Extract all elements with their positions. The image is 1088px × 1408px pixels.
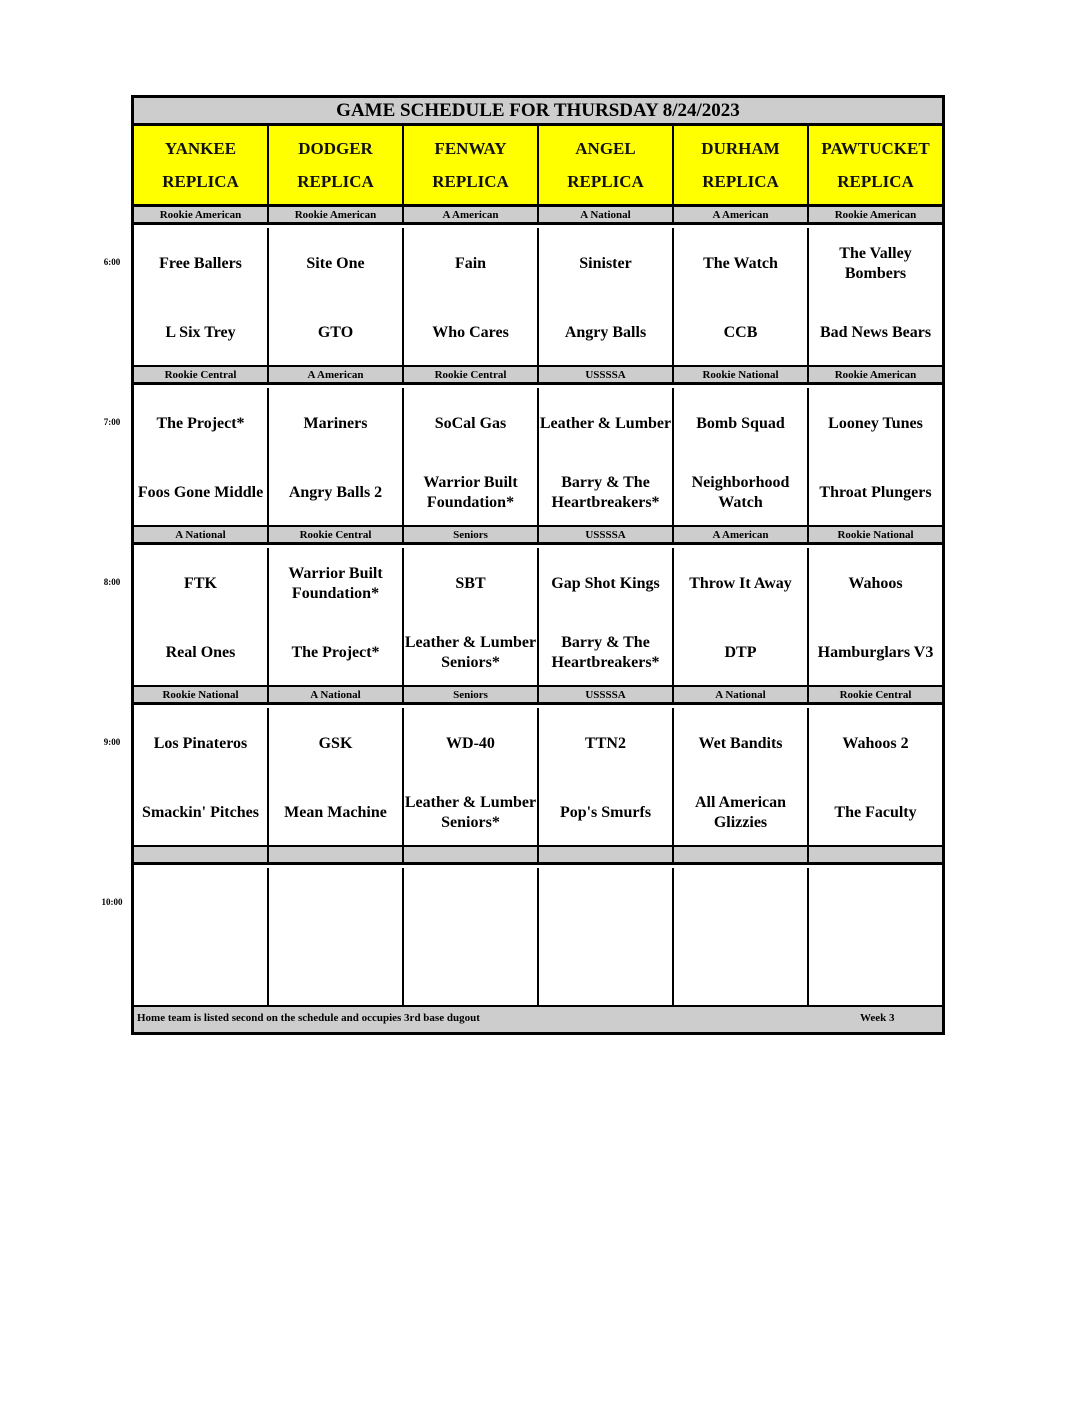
home-team: DTP <box>724 644 757 661</box>
division-label <box>269 847 404 865</box>
away-team: Wet Bandits <box>698 735 783 752</box>
division-label: Rookie Central <box>269 527 404 545</box>
home-team: Barry & The Heartbreakers* <box>551 634 660 671</box>
time-label: 7:00 <box>103 417 121 427</box>
field-name: DURHAM <box>701 138 780 158</box>
game-cell <box>809 708 942 848</box>
field-header <box>809 126 942 207</box>
game-cell <box>809 868 942 1008</box>
home-team: Angry Balls 2 <box>288 484 383 501</box>
game-cell <box>404 868 539 1008</box>
game-cell <box>134 388 269 528</box>
field-header <box>269 126 404 207</box>
field-header <box>404 126 539 207</box>
division-label: A American <box>269 367 404 385</box>
game-cell <box>539 708 674 848</box>
game-cell <box>674 228 809 368</box>
field-name: FENWAY <box>434 138 507 158</box>
home-team: Real Ones <box>165 644 236 661</box>
away-team: WD-40 <box>446 735 495 752</box>
division-label: A National <box>539 207 674 225</box>
division-label <box>539 847 674 865</box>
home-team: Foos Gone Middle <box>137 484 264 501</box>
field-header <box>539 126 674 207</box>
division-label: USSSSA <box>539 367 674 385</box>
division-label: USSSSA <box>539 527 674 545</box>
home-team: Who Cares <box>432 324 509 341</box>
game-cell <box>809 388 942 528</box>
field-sub: REPLICA <box>297 171 374 191</box>
home-team: Bad News Bears <box>819 324 932 341</box>
away-team: Site One <box>306 255 365 272</box>
time-label: 9:00 <box>103 737 121 747</box>
game-cell <box>134 868 269 1008</box>
home-team: The Project* <box>291 644 380 661</box>
home-team: Barry & The Heartbreakers* <box>551 474 660 511</box>
away-team: TTN2 <box>585 735 626 752</box>
away-team: Looney Tunes <box>828 415 923 432</box>
division-label: Rookie National <box>809 527 942 545</box>
game-cell <box>269 708 404 848</box>
time-label: 8:00 <box>103 577 121 587</box>
away-team: Gap Shot Kings <box>551 575 660 592</box>
home-team: GTO <box>317 324 354 341</box>
division-label: Seniors <box>404 687 539 705</box>
away-team: Bomb Squad <box>696 415 785 432</box>
home-team: CCB <box>723 324 758 341</box>
away-team: Mariners <box>303 415 368 432</box>
division-label: Rookie National <box>674 367 809 385</box>
division-label <box>404 847 539 865</box>
division-label: A National <box>269 687 404 705</box>
away-team: GSK <box>318 735 353 752</box>
game-cell <box>269 868 404 1008</box>
home-team: Leather & Lumber Seniors* <box>404 634 537 671</box>
away-team: Leather & Lumber <box>539 415 672 432</box>
game-cell <box>809 228 942 368</box>
field-sub: REPLICA <box>162 171 239 191</box>
away-team: Throw It Away <box>689 575 792 592</box>
field-name: PAWTUCKET <box>821 138 930 158</box>
game-cell <box>404 388 539 528</box>
away-team: Los Pinateros <box>153 735 248 752</box>
division-label: A American <box>674 527 809 545</box>
division-label: A American <box>674 207 809 225</box>
game-cell <box>269 548 404 688</box>
game-cell <box>674 548 809 688</box>
away-team: The Watch <box>703 255 778 272</box>
away-team: Wahoos <box>848 575 903 592</box>
field-name: DODGER <box>298 138 373 158</box>
division-label: USSSSA <box>539 687 674 705</box>
home-team: Pop's Smurfs <box>559 804 652 821</box>
away-team: SoCal Gas <box>434 415 507 432</box>
game-cell <box>539 548 674 688</box>
division-label: Rookie American <box>809 367 942 385</box>
home-team: Mean Machine <box>284 804 387 821</box>
away-team: Free Ballers <box>159 255 242 272</box>
game-cell <box>269 228 404 368</box>
division-label: Rookie Central <box>134 367 269 385</box>
home-team: Angry Balls <box>564 324 647 341</box>
home-team: Smackin' Pitches <box>142 804 259 821</box>
away-team: Fain <box>454 255 487 272</box>
game-cell <box>674 868 809 1008</box>
home-team: Warrior Built Foundation* <box>423 474 518 511</box>
game-cell <box>539 388 674 528</box>
field-sub: REPLICA <box>702 171 779 191</box>
game-cell <box>809 548 942 688</box>
game-cell <box>404 548 539 688</box>
time-label: 6:00 <box>103 257 121 267</box>
home-team: L Six Trey <box>165 324 236 341</box>
home-team: Hamburglars V3 <box>817 644 934 661</box>
field-name: ANGEL <box>575 138 636 158</box>
schedule-table <box>131 95 945 1035</box>
away-team: FTK <box>184 575 217 592</box>
division-label <box>674 847 809 865</box>
time-label: 10:00 <box>101 897 123 907</box>
division-label: Rookie Central <box>404 367 539 385</box>
game-cell <box>134 228 269 368</box>
away-team: Warrior Built Foundation* <box>288 565 383 602</box>
home-team: All American Glizzies <box>694 794 787 831</box>
away-team: Sinister <box>579 255 632 272</box>
game-cell <box>539 228 674 368</box>
division-label: A American <box>404 207 539 225</box>
game-cell <box>674 388 809 528</box>
game-cell <box>269 388 404 528</box>
field-name: YANKEE <box>164 138 237 158</box>
schedule-title: GAME SCHEDULE FOR THURSDAY 8/24/2023 <box>134 98 942 126</box>
field-sub: REPLICA <box>837 171 914 191</box>
field-header <box>134 126 269 207</box>
division-label: Rookie American <box>134 207 269 225</box>
schedule-footer <box>134 1007 942 1032</box>
game-cell <box>404 708 539 848</box>
division-label: Rookie Central <box>809 687 942 705</box>
division-label: Rookie American <box>809 207 942 225</box>
home-team: Throat Plungers <box>819 484 932 501</box>
division-label <box>134 847 269 865</box>
field-header <box>674 126 809 207</box>
division-label: A National <box>134 527 269 545</box>
division-label: Seniors <box>404 527 539 545</box>
game-cell <box>404 228 539 368</box>
away-team: Wahoos 2 <box>842 735 909 752</box>
division-label: Rookie American <box>269 207 404 225</box>
game-cell <box>134 548 269 688</box>
home-team: The Faculty <box>834 804 917 821</box>
division-label <box>809 847 942 865</box>
field-sub: REPLICA <box>567 171 644 191</box>
division-label: Rookie National <box>134 687 269 705</box>
away-team: SBT <box>455 575 486 592</box>
away-team: The Valley Bombers <box>839 245 912 282</box>
away-team: The Project* <box>156 415 245 432</box>
game-cell <box>134 708 269 848</box>
week-label: Week 3 <box>860 1012 895 1024</box>
division-label: A National <box>674 687 809 705</box>
home-team-note: Home team is listed second on the schedule and occupies 3rd base dugout <box>137 1012 480 1024</box>
game-cell <box>674 708 809 848</box>
game-cell <box>539 868 674 1008</box>
home-team: Neighborhood Watch <box>691 474 790 511</box>
field-sub: REPLICA <box>432 171 509 191</box>
home-team: Leather & Lumber Seniors* <box>404 794 537 831</box>
